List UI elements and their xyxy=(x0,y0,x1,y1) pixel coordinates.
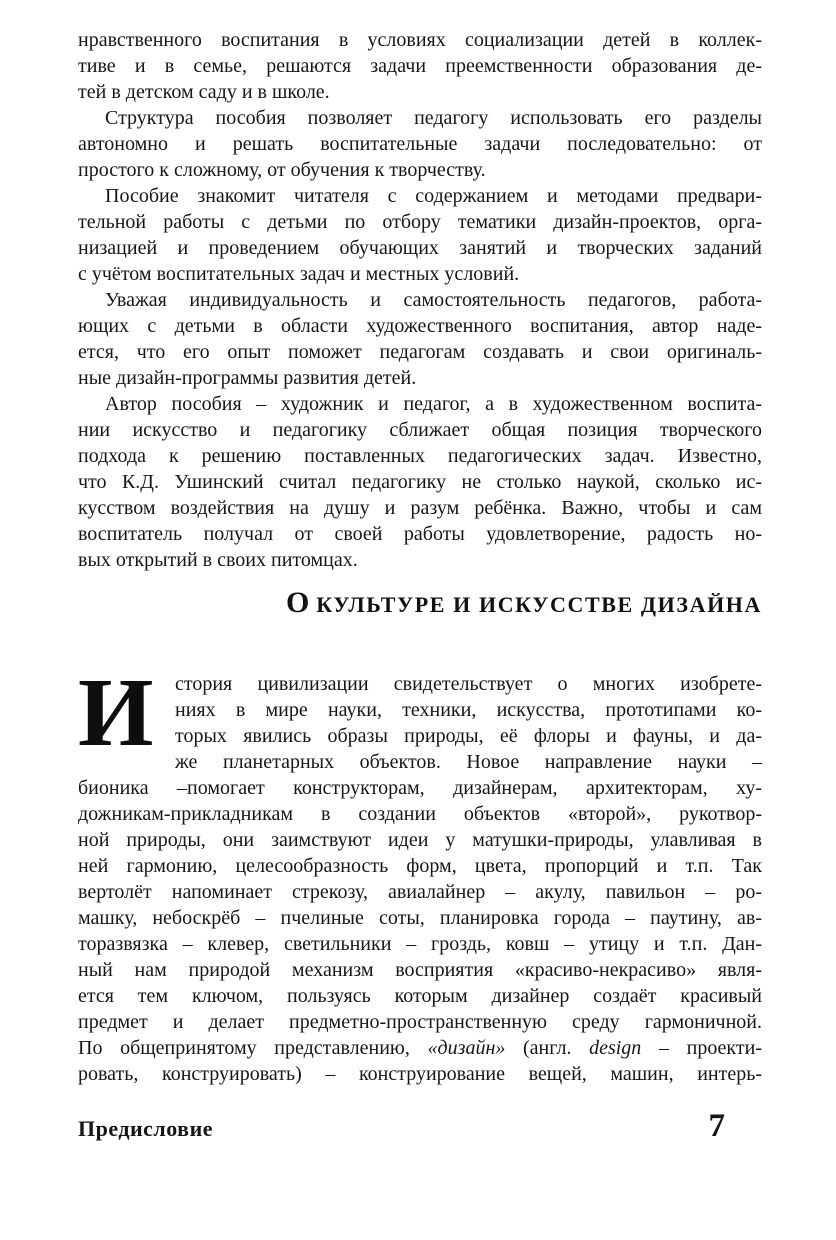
text-line xyxy=(78,105,762,131)
text-segment: что К.Д. Ушинский считал педагогику не столько наукой, сколько ис- xyxy=(78,471,762,493)
text-segment: Пособие знакомит читателя с содержанием и методами предвари- xyxy=(105,185,762,207)
text-line xyxy=(78,957,762,983)
text-segment: ровать, конструировать) – конструирование вещей, машин, интерь- xyxy=(78,1063,762,1085)
text-line xyxy=(78,879,762,905)
text-segment: же планетарных объектов. Новое направление науки – xyxy=(175,751,762,773)
text-line xyxy=(78,931,762,957)
text-line xyxy=(78,53,762,79)
text-line xyxy=(78,287,762,313)
text-segment: Уважая индивидуальность и самостоятельность педагогов, работа- xyxy=(105,289,762,311)
section-heading xyxy=(78,586,762,624)
text-segment: Автор пособия – художник и педагог, а в художественном воспита- xyxy=(105,393,762,415)
text-segment: простого к сложному, от обучения к творчеству. xyxy=(78,159,486,181)
text-segment: дожникам-прикладникам в создании объектов «второй», рукотвор- xyxy=(78,803,762,825)
text-segment: кусством воздействия на душу и разум ребёнка. Важно, чтобы и сам xyxy=(78,497,762,519)
text-line xyxy=(175,749,762,775)
page-number: 7 xyxy=(708,1108,725,1144)
text-segment: тельной работы с детьми по отбору тематики дизайн-проектов, орга- xyxy=(78,211,762,233)
text-line xyxy=(78,235,762,261)
text-segment: ниях в мире науки, техники, искусства, прототипами ко- xyxy=(175,699,762,721)
page-footer xyxy=(78,1108,762,1145)
intro-paragraphs xyxy=(78,27,762,573)
text-segment: низацией и проведением обучающих занятий и творческих заданий xyxy=(78,237,762,259)
text-segment: По общепринятому представлению, xyxy=(78,1037,428,1059)
text-segment: нравственного воспитания в условиях социализации детей в коллек- xyxy=(78,29,762,51)
text-line xyxy=(78,983,762,1009)
text-segment: тей в детском саду и в школе. xyxy=(78,81,330,103)
text-line xyxy=(78,157,762,183)
heading-text: КУЛЬТУРЕ И ИСКУССТВЕ ДИЗАЙНА xyxy=(316,592,762,617)
text-segment: ющих с детьми в области художественного воспитания, автор наде- xyxy=(78,315,762,337)
text-line xyxy=(78,853,762,879)
text-segment: – проекти- xyxy=(641,1037,762,1059)
text-segment: ется, что его опыт поможет педагогам создавать и свои оригиналь- xyxy=(78,341,762,363)
text-line xyxy=(78,443,762,469)
text-segment: машку, небоскрёб – пчелиные соты, планировка города – паутину, ав- xyxy=(78,907,762,929)
text-segment: тиве и в семье, решаются задачи преемственности образования де- xyxy=(78,55,762,77)
text-segment: вых открытий в своих питомцах. xyxy=(78,549,358,571)
text-segment: бионика –помогает конструкторам, дизайнерам, архитекторам, ху- xyxy=(78,777,762,799)
text-segment: ный нам природой механизм восприятия «красиво-некрасиво» явля- xyxy=(78,959,762,981)
text-line xyxy=(78,827,762,853)
italic-term: «дизайн» xyxy=(427,1037,506,1059)
text-line xyxy=(78,801,762,827)
text-segment: предмет и делает предметно-пространственную среду гармоничной. xyxy=(78,1011,762,1033)
text-line xyxy=(78,547,762,573)
text-line xyxy=(78,391,762,417)
text-segment: ной природы, они заимствуют идеи у матушки-природы, улавливая в xyxy=(78,829,762,851)
text-line xyxy=(175,723,762,749)
text-segment: ется тем ключом, пользуясь которым дизайнер создаёт красивый xyxy=(78,985,762,1007)
text-line xyxy=(78,365,762,391)
dropcap-letter: И xyxy=(78,659,154,766)
text-segment: автономно и решать воспитательные задачи последовательно: от xyxy=(78,133,762,155)
text-line xyxy=(78,131,762,157)
italic-term: design xyxy=(589,1037,642,1059)
text-line xyxy=(78,313,762,339)
text-segment: торых явились образы природы, её флоры и фауны, и да- xyxy=(175,725,762,747)
text-line xyxy=(175,671,762,697)
text-segment: стория цивилизации свидетельствует о многих изобрете- xyxy=(175,673,762,695)
text-segment: торазвязка – клевер, светильники – гроздь, ковш – утицу и т.п. Дан- xyxy=(78,933,762,955)
text-line xyxy=(78,775,762,801)
text-segment: ные дизайн-программы развития детей. xyxy=(78,367,417,389)
heading-initial-letter: О xyxy=(285,586,311,619)
text-segment: воспитатель получал от своей работы удовлетворение, радость но- xyxy=(78,523,762,545)
text-line xyxy=(78,905,762,931)
text-line xyxy=(78,417,762,443)
text-line xyxy=(78,261,762,287)
text-segment: нии искусство и педагогику сближает общая позиция творческого xyxy=(78,419,762,441)
text-line xyxy=(78,1009,762,1035)
text-line xyxy=(78,79,762,105)
text-segment: вертолёт напоминает стрекозу, авиалайнер – акулу, павильон – ро- xyxy=(78,881,762,903)
text-line xyxy=(78,1035,762,1061)
text-line xyxy=(175,697,762,723)
text-line xyxy=(78,495,762,521)
text-line xyxy=(78,27,762,53)
text-segment: Структура пособия позволяет педагогу использовать его разделы xyxy=(105,107,762,129)
text-segment: (англ. xyxy=(505,1037,590,1059)
text-line xyxy=(78,521,762,547)
text-line xyxy=(78,1061,762,1087)
text-line xyxy=(78,183,762,209)
text-line xyxy=(78,339,762,365)
text-line xyxy=(78,209,762,235)
section-body xyxy=(78,659,762,1087)
running-title: Предисловие xyxy=(78,1116,214,1141)
text-segment: с учётом воспитательных задач и местных условий. xyxy=(78,263,520,285)
text-line xyxy=(78,469,762,495)
text-segment: подхода к решению поставленных педагогических задач. Известно, xyxy=(78,445,762,467)
text-segment: ней гармонию, целесообразность форм, цвета, пропорций и т.п. Так xyxy=(78,855,762,877)
